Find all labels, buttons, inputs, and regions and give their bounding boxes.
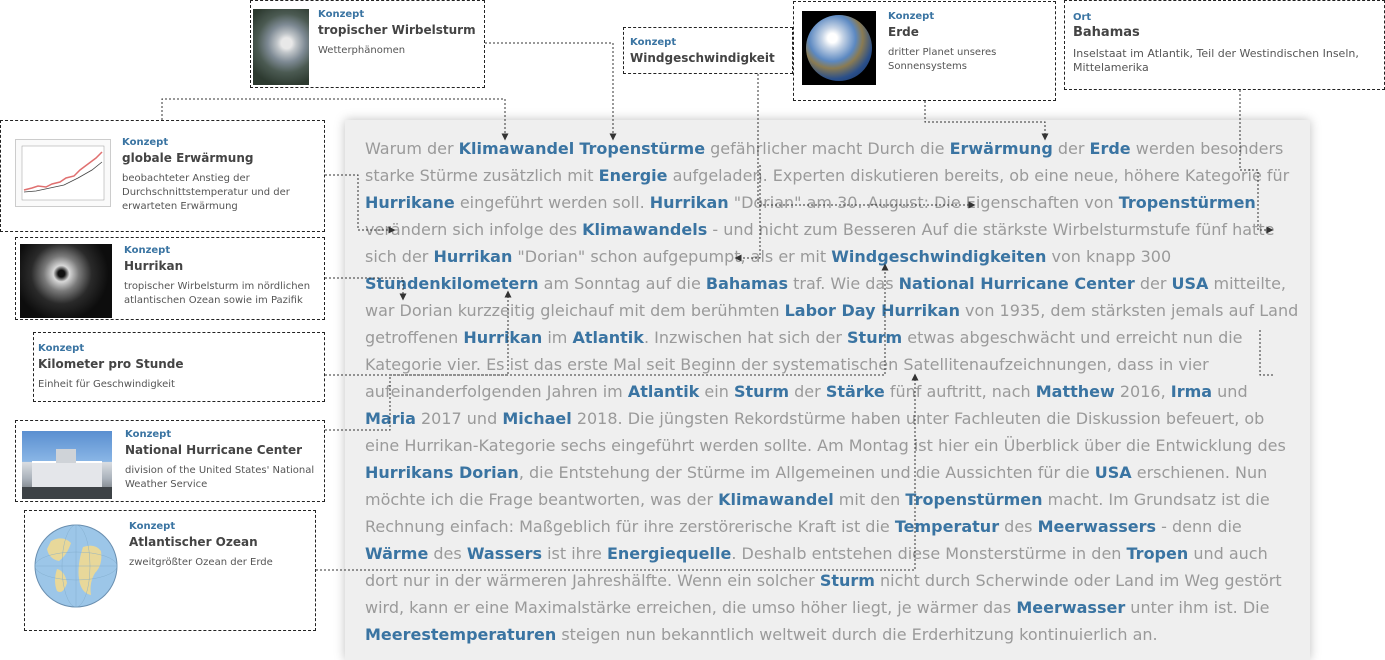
- card-kind: Konzept: [38, 343, 85, 354]
- entity-link[interactable]: Temperatur: [894, 517, 1000, 536]
- card-title: tropischer Wirbelsturm: [318, 23, 476, 37]
- card-title: globale Erwärmung: [122, 151, 254, 165]
- entity-link[interactable]: Labor Day Hurrikan: [784, 301, 960, 320]
- entity-link[interactable]: Hurrikane: [365, 193, 455, 212]
- text-segment: Warum der: [365, 139, 459, 158]
- entity-link[interactable]: Stundenkilometern: [365, 274, 539, 293]
- entity-link[interactable]: Erde: [1089, 139, 1131, 158]
- entity-link[interactable]: Tropenstürme: [579, 139, 706, 158]
- entity-link[interactable]: Maria: [365, 409, 416, 428]
- text-segment: . Deshalb entstehen diese Monsterstürme in den: [731, 544, 1127, 563]
- entity-link[interactable]: Irma: [1170, 382, 1213, 401]
- article-text: [365, 135, 1300, 648]
- text-segment: , die Entstehung der Stürme im Allgemeinen und die Aussichten für die: [518, 463, 1095, 482]
- card-desc: Einheit für Geschwindigkeit: [38, 379, 175, 390]
- card-desc: dritter Planet unseres Sonnensystems: [888, 47, 997, 72]
- globe-map-image: [31, 521, 121, 611]
- entity-link[interactable]: Hurrikans Dorian: [365, 463, 519, 482]
- text-segment: 2017 und: [415, 409, 503, 428]
- text-segment: steigen nun bekanntlich weltweit durch die Erderhitzung kontinuierlich an.: [556, 625, 1158, 644]
- text-segment: - denn die: [1156, 517, 1242, 536]
- text-segment: im: [542, 328, 573, 347]
- text-segment: verändern sich infolge des: [365, 220, 583, 239]
- card-desc: beobachteter Anstieg der Durchschnittstemperatur und der erwarteten Erwärmung: [122, 173, 290, 212]
- card-title: Hurrikan: [124, 259, 184, 273]
- text-segment: fünf auftritt, nach: [884, 382, 1036, 401]
- text-segment: der: [1134, 274, 1172, 293]
- entity-link[interactable]: Hurrikan: [433, 247, 513, 266]
- text-segment: 2018. Die jüngsten Rekordstürme haben unter Fachleuten die Diskussion befeuert, ob eine Hurrikan-Kategorie sechs eingeführt werden sollte. Am Montag ist hier ein Überblick über die Entwicklung des: [365, 409, 1286, 455]
- entity-link[interactable]: Meerwasser: [1016, 598, 1126, 617]
- card-kind: Konzept: [125, 429, 172, 440]
- entity-link[interactable]: Wassers: [466, 544, 542, 563]
- text-segment: des: [999, 517, 1038, 536]
- card-desc: Wetterphänomen: [318, 45, 406, 56]
- entity-link[interactable]: Erwärmung: [949, 139, 1053, 158]
- entity-link[interactable]: Tropenstürmen: [1118, 193, 1256, 212]
- temperature-chart-image: [15, 139, 111, 207]
- building-photo: [22, 431, 112, 499]
- entity-link[interactable]: Klimawandel: [718, 490, 834, 509]
- entity-link[interactable]: National Hurricane Center: [898, 274, 1135, 293]
- card-kind: Konzept: [630, 37, 677, 48]
- location-card-bahamas[interactable]: [1064, 0, 1385, 90]
- text-segment: macht. Im Grundsatz ist die Rechnung einfach: Maßgeblich für ihre zerstörerische Kraft ist die: [365, 490, 1270, 536]
- concept-card-erde[interactable]: [793, 1, 1056, 101]
- hurricane-satellite-image: [253, 9, 309, 85]
- card-kind: Konzept: [122, 137, 169, 148]
- text-segment: mit den: [833, 490, 906, 509]
- text-segment: "Dorian" schon aufgepumpt, als er mit: [512, 247, 832, 266]
- text-segment: 2016,: [1114, 382, 1171, 401]
- entity-link[interactable]: Tropen: [1126, 544, 1189, 563]
- text-segment: gefährlicher macht Durch die: [705, 139, 950, 158]
- card-desc: Inselstaat im Atlantik, Teil der Westindischen Inseln, Mittelamerika: [1073, 47, 1359, 74]
- entity-link[interactable]: Bahamas: [705, 274, 789, 293]
- entity-link[interactable]: Meerestemperaturen: [365, 625, 557, 644]
- card-title: Erde: [888, 25, 919, 39]
- entity-link[interactable]: Matthew: [1035, 382, 1115, 401]
- text-segment: und auch dort nur in der wärmeren Jahreshälfte. Wenn ein solcher: [365, 544, 1268, 590]
- entity-link[interactable]: Windgeschwindigkeiten: [831, 247, 1047, 266]
- card-kind: Konzept: [129, 521, 176, 532]
- concept-card-atlantischer-ozean[interactable]: [24, 510, 316, 631]
- entity-link[interactable]: Klimawandels: [582, 220, 708, 239]
- text-segment: - und nicht zum Besseren Auf die stärkste Wirbelsturmstufe fünf hatte sich der: [365, 220, 1275, 266]
- card-desc: division of the United States' National Weather Service: [125, 465, 315, 490]
- entity-link[interactable]: Tropenstürmen: [905, 490, 1043, 509]
- concept-card-tropischer-wirbelsturm[interactable]: [250, 0, 485, 88]
- text-segment: erschienen. Nun möchte ich die Frage beantworten, was der: [365, 463, 1268, 509]
- card-kind: Konzept: [124, 245, 171, 256]
- card-title: Windgeschwindigkeit: [630, 51, 775, 65]
- card-title: Bahamas: [1073, 25, 1140, 40]
- text-segment: mitteilte, war Dorian kurzzeitig gleichauf mit dem berühmten: [365, 274, 1286, 320]
- text-segment: aufgeladen. Experten diskutieren bereits, ob eine neue, höhere Kategorie für: [667, 166, 1290, 185]
- card-kind: Konzept: [888, 11, 935, 22]
- card-desc: tropischer Wirbelsturm im nördlichen atlantischen Ozean sowie im Pazifik: [124, 281, 311, 306]
- card-kind: Konzept: [318, 9, 365, 20]
- concept-card-hurrikan[interactable]: [15, 237, 325, 320]
- entity-link[interactable]: Energie: [598, 166, 668, 185]
- entity-link[interactable]: Meerwassers: [1037, 517, 1156, 536]
- text-segment: am Sonntag auf die: [538, 274, 706, 293]
- text-segment: der: [1052, 139, 1090, 158]
- card-kind: Ort: [1073, 12, 1092, 23]
- concept-card-windgeschwindigkeit[interactable]: [623, 27, 793, 74]
- entity-link[interactable]: Sturm: [847, 328, 903, 347]
- card-title: Atlantischer Ozean: [129, 535, 258, 549]
- text-segment: . Inzwischen hat sich der: [643, 328, 848, 347]
- earth-globe-image: [802, 11, 876, 85]
- text-segment: des: [428, 544, 467, 563]
- card-title: Kilometer pro Stunde: [38, 357, 184, 371]
- entity-link[interactable]: USA: [1094, 463, 1132, 482]
- entity-link[interactable]: Wärme: [365, 544, 429, 563]
- text-segment: nicht durch Scherwinde oder Land im Weg gestört wird, kann er eine Maximalstärke erreichen, die umso höher liegt, je wärmer das: [365, 571, 1282, 617]
- entity-link[interactable]: Sturm: [819, 571, 875, 590]
- entity-link[interactable]: Energiequelle: [606, 544, 732, 563]
- entity-link[interactable]: Sturm: [733, 382, 790, 401]
- text-segment: der: [789, 382, 826, 401]
- text-segment: eingeführt werden soll.: [454, 193, 650, 212]
- entity-link[interactable]: Michael: [502, 409, 572, 428]
- text-segment: unter ihm ist. Die: [1125, 598, 1270, 617]
- text-segment: ein: [699, 382, 734, 401]
- hurricane-bw-image: [20, 244, 112, 318]
- text-segment: ist ihre: [542, 544, 607, 563]
- entity-link[interactable]: Hurrikan: [649, 193, 729, 212]
- entity-link[interactable]: Hurrikan: [463, 328, 543, 347]
- card-title: National Hurricane Center: [125, 443, 303, 457]
- entity-link[interactable]: Klimawandel: [458, 139, 575, 158]
- text-segment: etwas abgeschwächt und erreicht nun die Kategorie vier. Es ist das erste Mal seit Beginn der systematischen Satellitenaufzeichnungen, dass in vier aufeinanderfolgenden Jahren im: [365, 328, 1243, 401]
- entity-link[interactable]: Stärke: [825, 382, 885, 401]
- article-panel: [345, 120, 1310, 660]
- entity-link[interactable]: USA: [1171, 274, 1209, 293]
- text-segment: "Dorian" am 30. August: Die Eigenschaften von: [728, 193, 1119, 212]
- entity-link[interactable]: Atlantik: [572, 328, 644, 347]
- text-segment: traf. Wie das: [788, 274, 899, 293]
- text-segment: und: [1212, 382, 1248, 401]
- text-segment: von knapp 300: [1046, 247, 1172, 266]
- concept-card-kilometer-pro-stunde[interactable]: [33, 332, 325, 402]
- entity-link[interactable]: Atlantik: [627, 382, 700, 401]
- concept-card-globale-erwaermung[interactable]: [0, 120, 325, 232]
- card-desc: zweitgrößter Ozean der Erde: [129, 557, 273, 568]
- text-segment: von 1935, dem stärksten jemals auf Land getroffenen: [365, 301, 1299, 347]
- text-segment: werden besonders starke Stürme zusätzlich mit: [365, 139, 1284, 185]
- concept-card-national-hurricane-center[interactable]: [15, 420, 325, 502]
